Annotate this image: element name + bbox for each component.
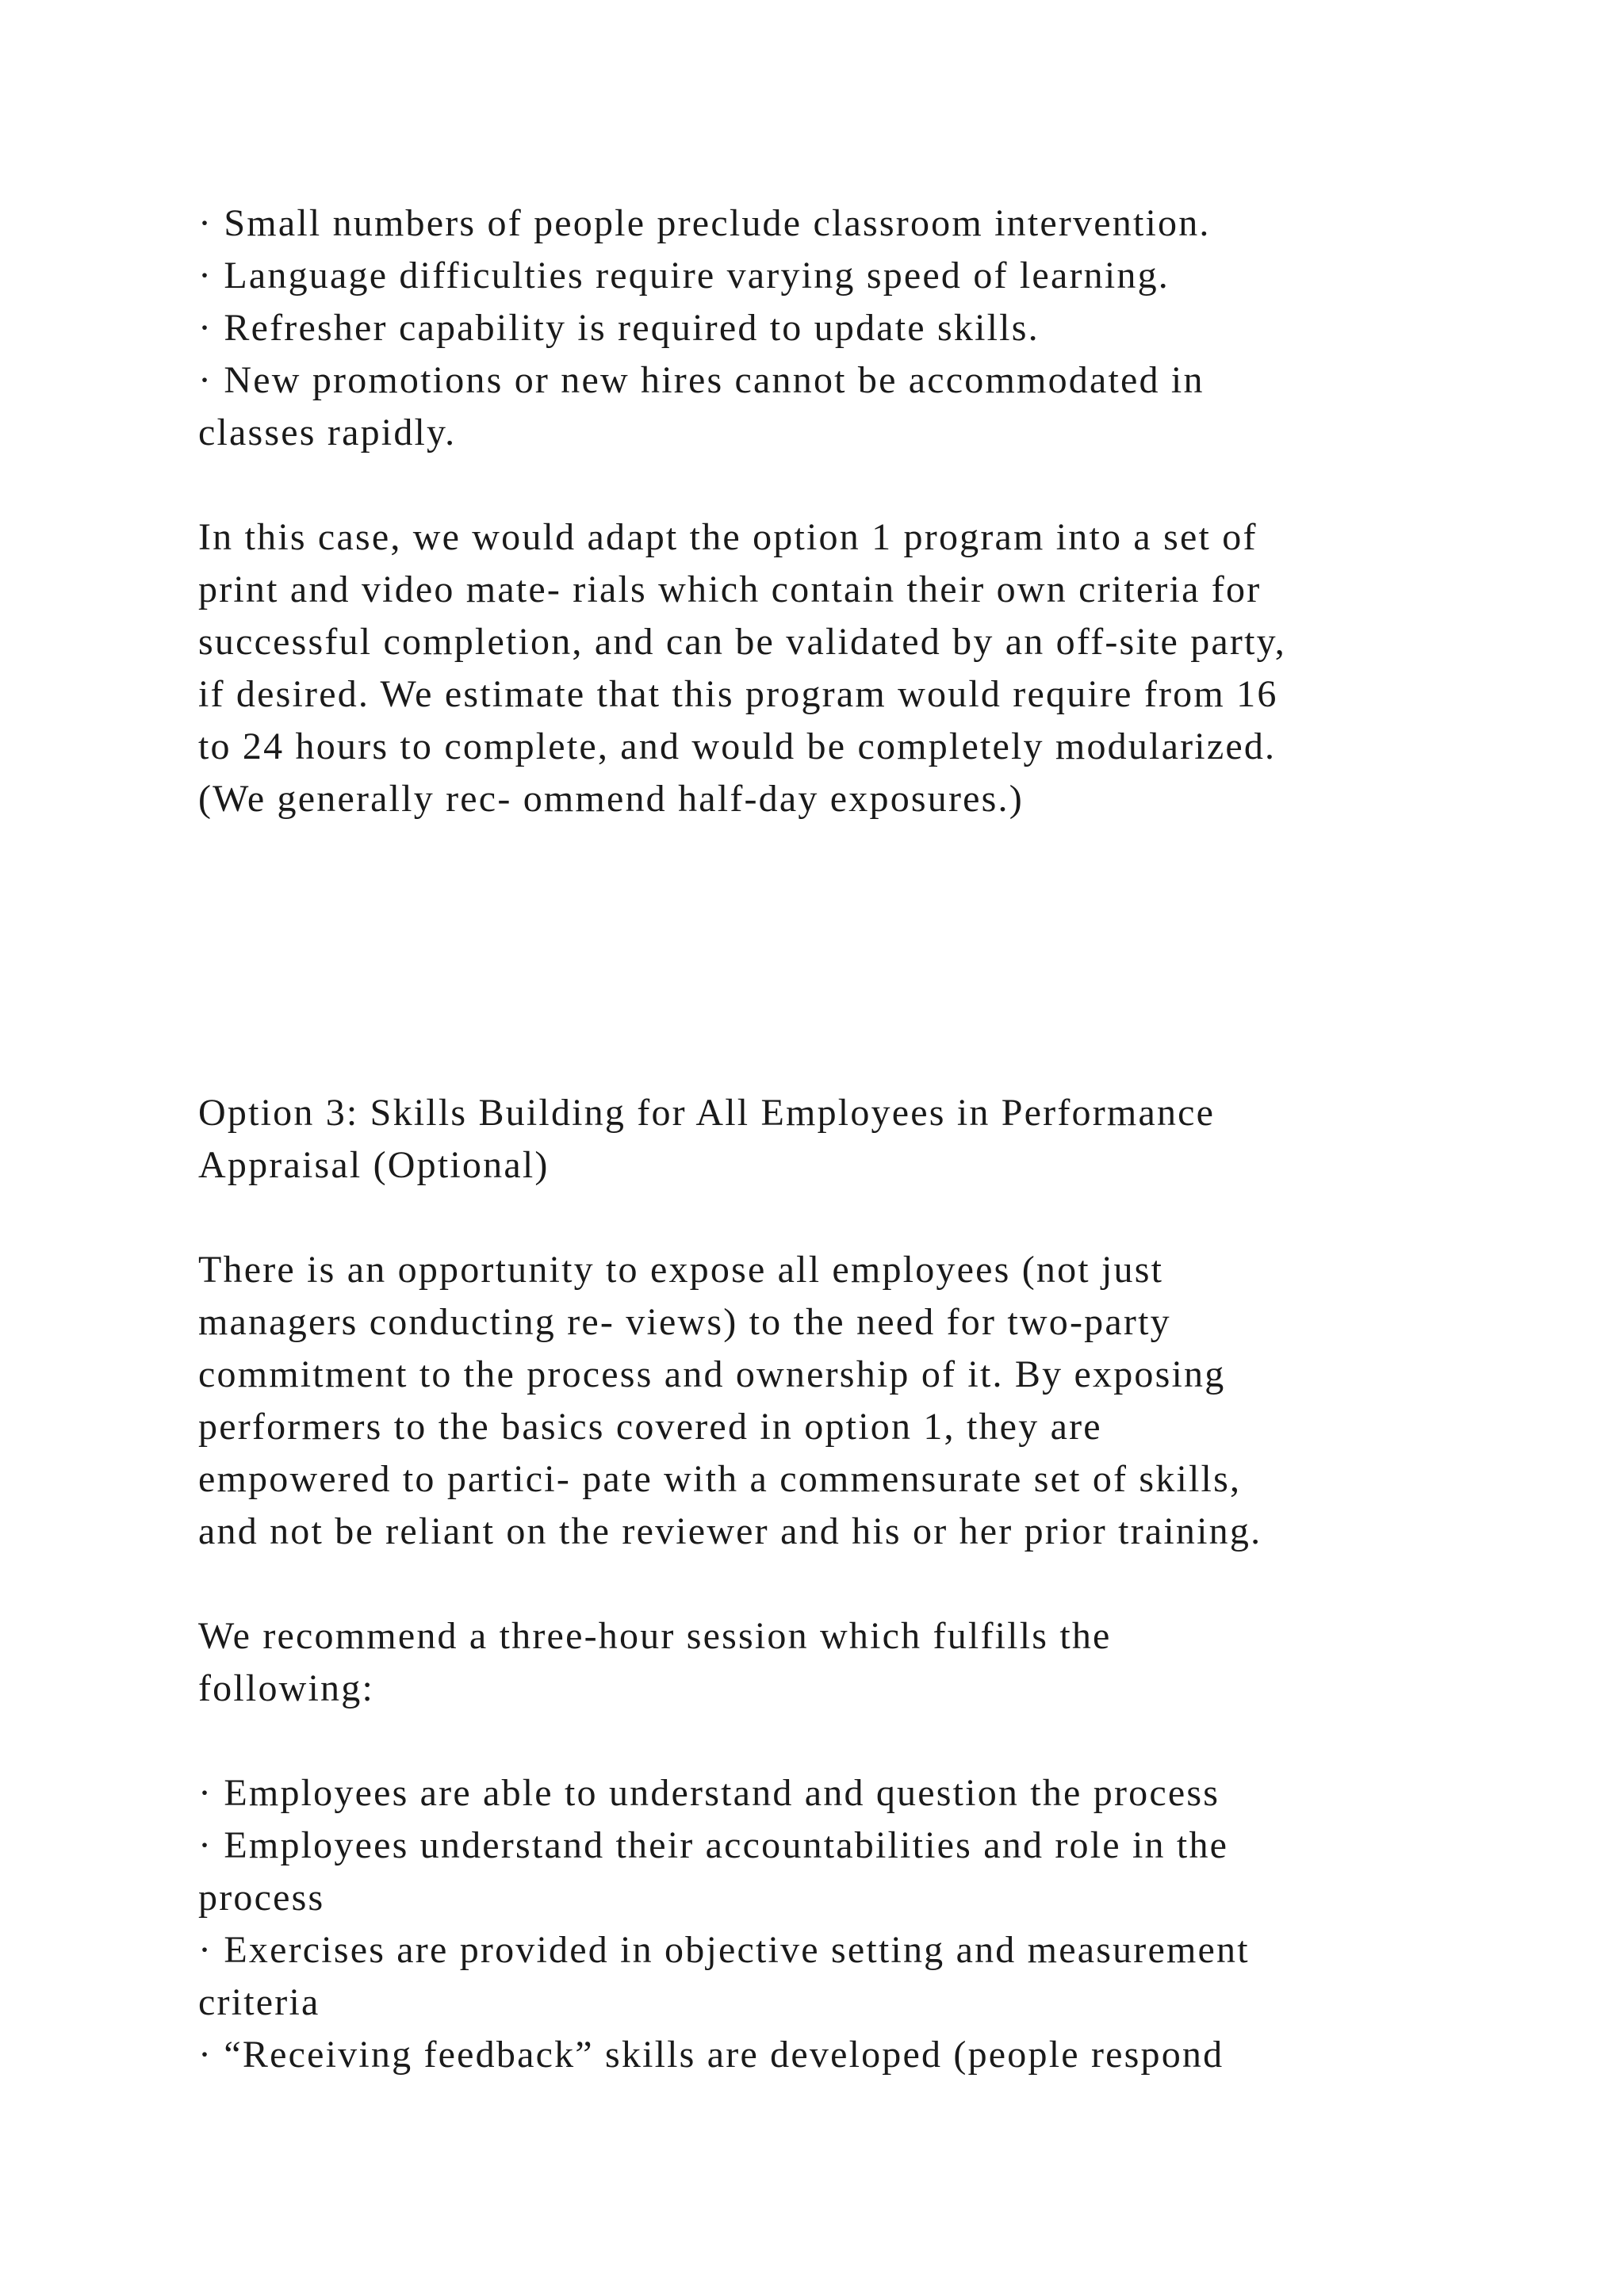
paragraph-line: if desired. We estimate that this program would require from 16 [198, 673, 1278, 715]
bullet-item: · Small numbers of people preclude classroom intervention. [198, 202, 1211, 244]
heading-line: Appraisal (Optional) [198, 1144, 550, 1186]
bullet-item-continuation: process [198, 1877, 325, 1919]
bullet-item: · Language difficulties require varying speed of learning. [198, 254, 1170, 297]
bullet-item: · Employees are able to understand and question the process [198, 1772, 1220, 1814]
paragraph-line: We recommend a three-hour session which fulfills the [198, 1615, 1112, 1657]
heading-line: Option 3: Skills Building for All Employees in Performance [198, 1092, 1216, 1134]
bullet-item: · Employees understand their accountabilities and role in the [198, 1824, 1229, 1866]
paragraph-line: commitment to the process and ownership of it. By exposing [198, 1353, 1226, 1395]
paragraph-line: successful completion, and can be validated by an off-site party, [198, 621, 1286, 663]
bullet-item: · “Receiving feedback” skills are developed (people respond [198, 2034, 1224, 2076]
bullet-item: · Refresher capability is required to update skills. [198, 307, 1040, 349]
paragraph-line: print and video mate- rials which contain their own criteria for [198, 568, 1262, 610]
paragraph-line: following: [198, 1667, 374, 1709]
paragraph-line: empowered to partici- pate with a commensurate set of skills, [198, 1458, 1242, 1500]
bullet-item-continuation: criteria [198, 1981, 320, 2023]
paragraph-line: and not be reliant on the reviewer and his or her prior training. [198, 1510, 1262, 1552]
bullet-item: · New promotions or new hires cannot be accommodated in [198, 359, 1205, 401]
paragraph-line: There is an opportunity to expose all employees (not just [198, 1249, 1164, 1291]
bullet-item-continuation: classes rapidly. [198, 411, 457, 453]
paragraph-line: In this case, we would adapt the option 1 program into a set of [198, 516, 1258, 558]
paragraph-line: managers conducting re- views) to the need for two-party [198, 1301, 1171, 1343]
paragraph-line: (We generally rec- ommend half-day exposures.) [198, 778, 1024, 820]
paragraph-line: to 24 hours to complete, and would be completely modularized. [198, 725, 1277, 767]
paragraph-line: performers to the basics covered in option 1, they are [198, 1406, 1102, 1448]
bullet-item: · Exercises are provided in objective setting and measurement [198, 1929, 1250, 1971]
